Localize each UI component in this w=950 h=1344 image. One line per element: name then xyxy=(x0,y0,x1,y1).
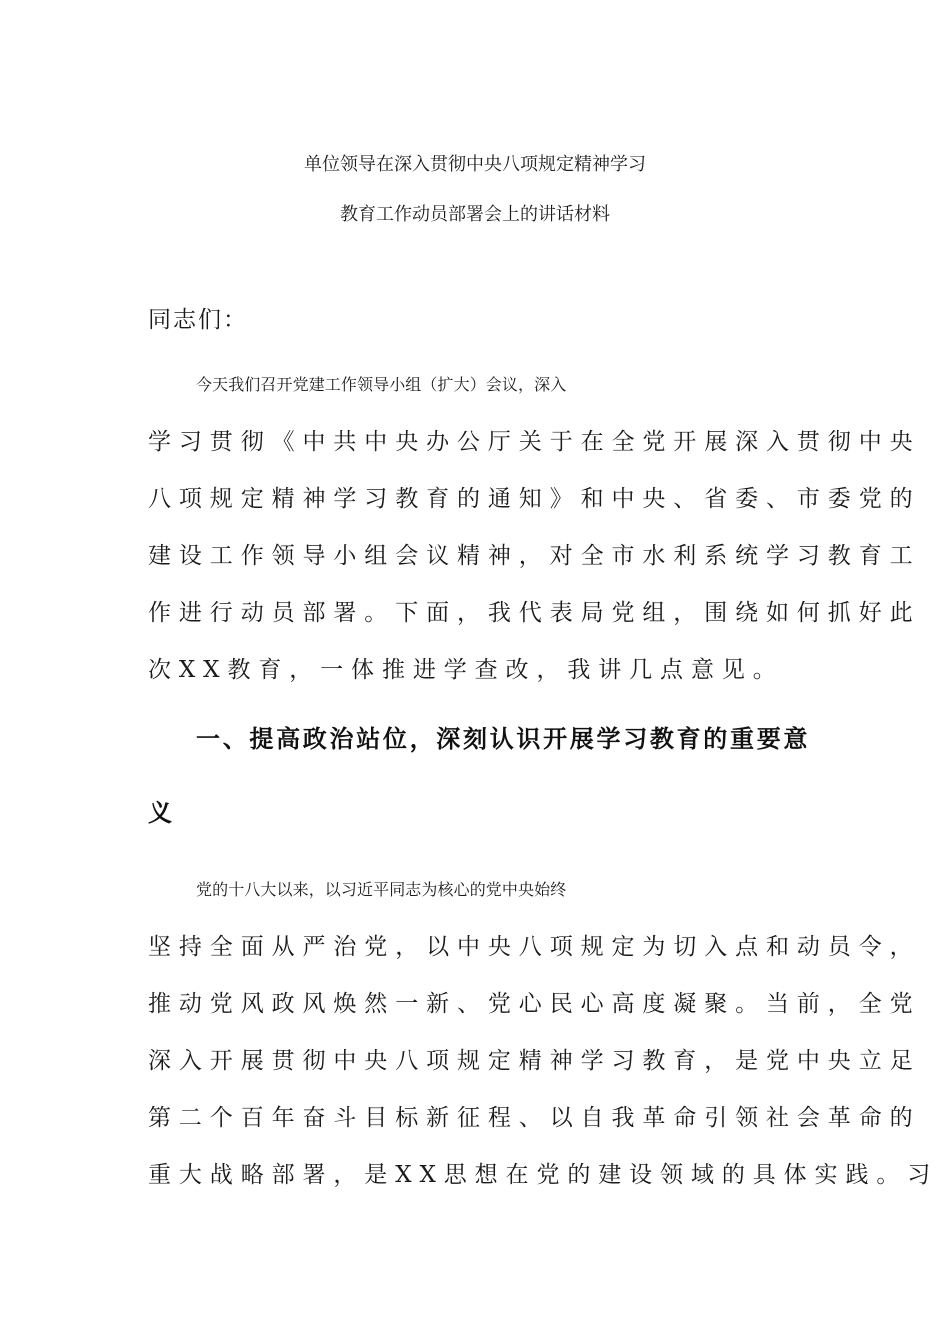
paragraph-2-line-6: 重大战略部署，是XX思想在党的建设领域的具体实践。习 xyxy=(148,1162,939,1188)
paragraph-1-line-5: 作进行动员部署。下面，我代表局党组，围绕如何抓好此 xyxy=(148,600,921,626)
paragraph-2-line-5: 第二个百年奋斗目标新征程、以自我革命引领社会革命的 xyxy=(148,1105,921,1131)
section-1-heading: 一、提高政治站位，深刻认识开展学习教育的重要意 xyxy=(196,725,811,753)
section-1-heading-cont: 义 xyxy=(148,799,176,827)
paragraph-1-line-6: 次XX教育，一体推进学查改，我讲几点意见。 xyxy=(148,657,784,683)
salutation: 同志们： xyxy=(148,307,248,333)
paragraph-1-line-3: 八项规定精神学习教育的通知》和中央、省委、市委党的 xyxy=(148,486,921,512)
paragraph-1-line-1: 今天我们召开党建工作领导小组（扩大）会议，深入 xyxy=(196,375,567,394)
paragraph-2-line-4: 深入开展贯彻中央八项规定精神学习教育，是党中央立足 xyxy=(148,1048,921,1074)
document-title-line-2: 教育工作动员部署会上的讲话材料 xyxy=(340,204,610,225)
paragraph-2-line-2: 坚持全面从严治党，以中央八项规定为切入点和动员令， xyxy=(148,934,921,960)
paragraph-1-line-4: 建设工作领导小组会议精神，对全市水利系统学习教育工 xyxy=(148,543,921,569)
paragraph-2-line-3: 推动党风政风焕然一新、党心民心高度凝聚。当前，全党 xyxy=(148,991,921,1017)
paragraph-2-line-1: 党的十八大以来，以习近平同志为核心的党中央始终 xyxy=(196,880,567,899)
paragraph-1-line-2: 学习贯彻《中共中央办公厅关于在全党开展深入贯彻中央 xyxy=(148,429,921,455)
document-title-line-1: 单位领导在深入贯彻中央八项规定精神学习 xyxy=(304,154,646,175)
